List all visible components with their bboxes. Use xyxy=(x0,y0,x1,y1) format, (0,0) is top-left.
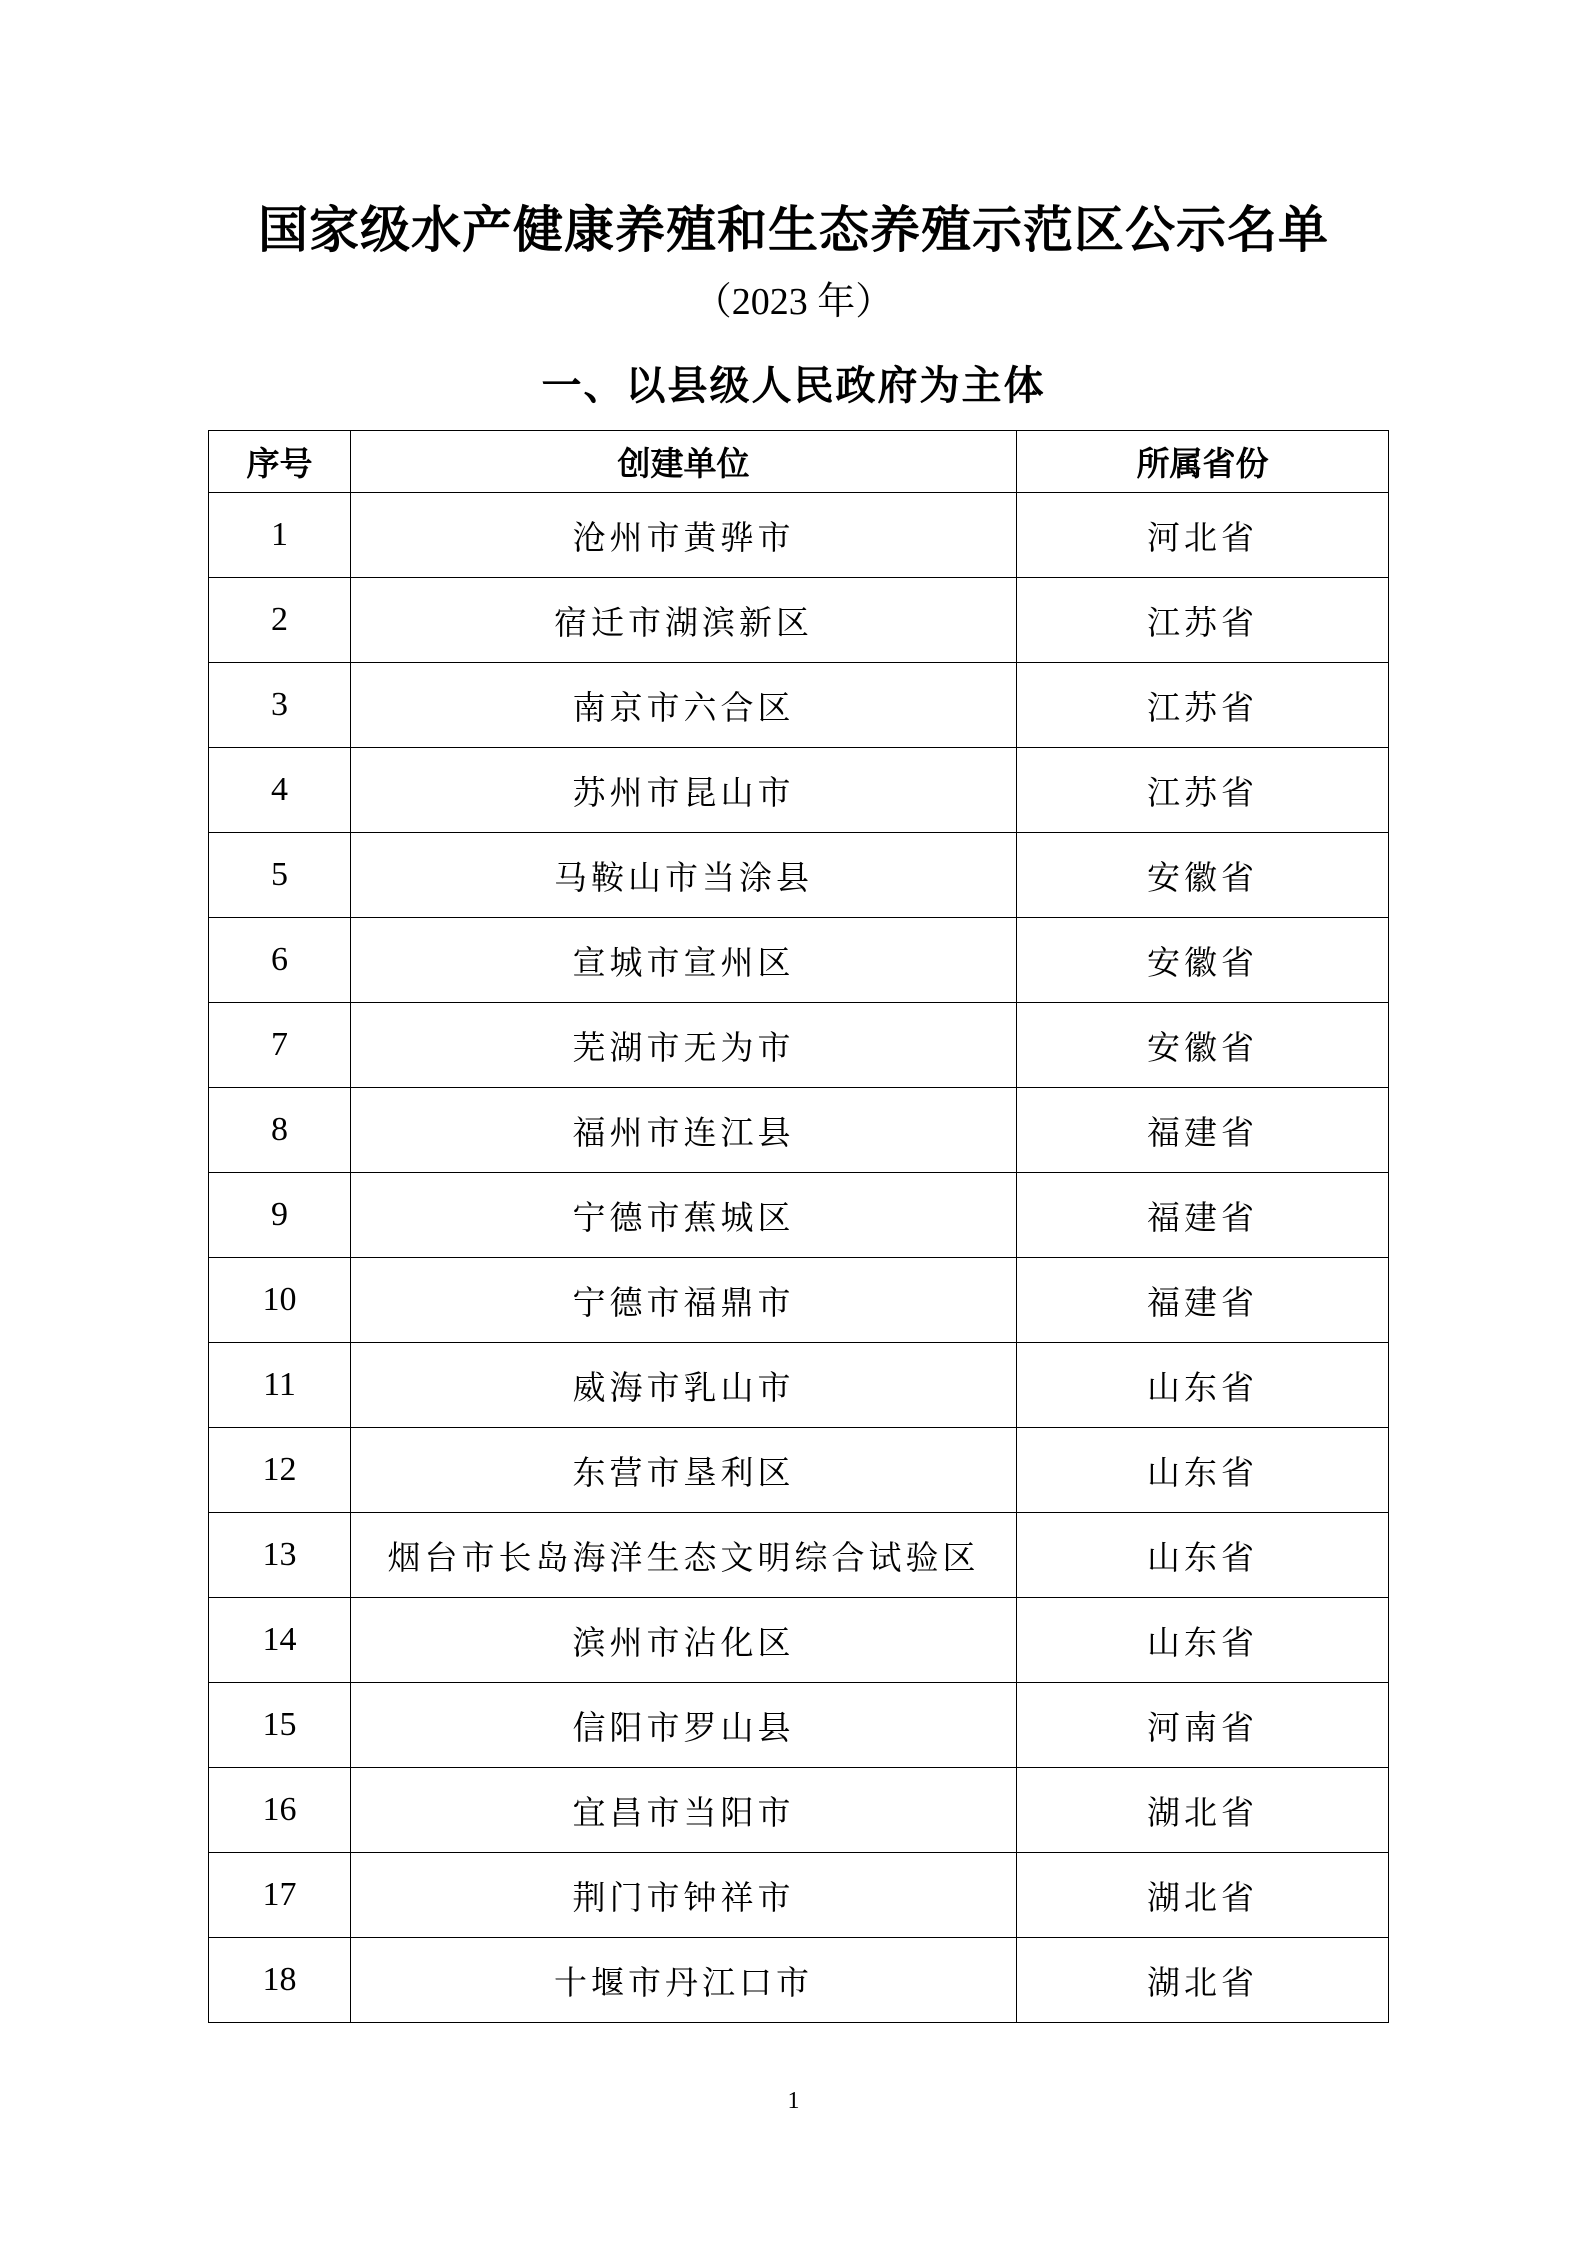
creating-unit: 南京市六合区 xyxy=(351,663,1017,748)
creating-unit: 十堰市丹江口市 xyxy=(351,1938,1017,2023)
creating-unit: 宜昌市当阳市 xyxy=(351,1768,1017,1853)
creating-unit: 滨州市沾化区 xyxy=(351,1598,1017,1683)
document-year: （2023 年） xyxy=(693,281,894,323)
province: 安徽省 xyxy=(1017,833,1389,918)
header-serial-number: 序号 xyxy=(209,431,351,493)
serial-number: 1 xyxy=(209,493,351,578)
table-header-row xyxy=(209,431,1389,493)
table-row xyxy=(209,493,1389,578)
table-row xyxy=(209,748,1389,833)
province: 河北省 xyxy=(1017,493,1389,578)
demonstration-zone-table xyxy=(208,430,1389,2023)
serial-number: 2 xyxy=(209,578,351,663)
table-row xyxy=(209,1088,1389,1173)
province: 山东省 xyxy=(1017,1598,1389,1683)
province: 福建省 xyxy=(1017,1173,1389,1258)
province: 河南省 xyxy=(1017,1683,1389,1768)
serial-number: 18 xyxy=(209,1938,351,2023)
creating-unit: 福州市连江县 xyxy=(351,1088,1017,1173)
serial-number: 13 xyxy=(209,1513,351,1598)
serial-number: 9 xyxy=(209,1173,351,1258)
serial-number: 16 xyxy=(209,1768,351,1853)
table-row xyxy=(209,663,1389,748)
creating-unit: 荆门市钟祥市 xyxy=(351,1853,1017,1938)
province: 山东省 xyxy=(1017,1343,1389,1428)
document-title: 国家级水产健康养殖和生态养殖示范区公示名单 xyxy=(258,200,1329,259)
serial-number: 12 xyxy=(209,1428,351,1513)
serial-number: 14 xyxy=(209,1598,351,1683)
table-row xyxy=(209,1428,1389,1513)
section-title: 一、以县级人民政府为主体 xyxy=(541,363,1046,409)
table-row xyxy=(209,918,1389,1003)
province: 江苏省 xyxy=(1017,748,1389,833)
header-creating-unit: 创建单位 xyxy=(351,431,1017,493)
serial-number: 17 xyxy=(209,1853,351,1938)
serial-number: 15 xyxy=(209,1683,351,1768)
province: 江苏省 xyxy=(1017,578,1389,663)
table-row xyxy=(209,578,1389,663)
creating-unit: 东营市垦利区 xyxy=(351,1428,1017,1513)
province: 江苏省 xyxy=(1017,663,1389,748)
table-row xyxy=(209,1343,1389,1428)
table-row xyxy=(209,1598,1389,1683)
province: 安徽省 xyxy=(1017,1003,1389,1088)
serial-number: 8 xyxy=(209,1088,351,1173)
creating-unit: 威海市乳山市 xyxy=(351,1343,1017,1428)
creating-unit: 宣城市宣州区 xyxy=(351,918,1017,1003)
creating-unit: 苏州市昆山市 xyxy=(351,748,1017,833)
serial-number: 7 xyxy=(209,1003,351,1088)
province: 安徽省 xyxy=(1017,918,1389,1003)
province: 湖北省 xyxy=(1017,1853,1389,1938)
creating-unit: 宁德市福鼎市 xyxy=(351,1258,1017,1343)
province: 湖北省 xyxy=(1017,1938,1389,2023)
serial-number: 11 xyxy=(209,1343,351,1428)
creating-unit: 沧州市黄骅市 xyxy=(351,493,1017,578)
serial-number: 5 xyxy=(209,833,351,918)
table-row xyxy=(209,1173,1389,1258)
creating-unit: 马鞍山市当涂县 xyxy=(351,833,1017,918)
table-row xyxy=(209,1768,1389,1853)
table-row xyxy=(209,1683,1389,1768)
table-row xyxy=(209,1853,1389,1938)
province: 山东省 xyxy=(1017,1428,1389,1513)
province: 福建省 xyxy=(1017,1088,1389,1173)
serial-number: 3 xyxy=(209,663,351,748)
province: 湖北省 xyxy=(1017,1768,1389,1853)
creating-unit: 烟台市长岛海洋生态文明综合试验区 xyxy=(351,1513,1017,1598)
table-row xyxy=(209,1258,1389,1343)
table-row xyxy=(209,833,1389,918)
table-row xyxy=(209,1003,1389,1088)
creating-unit: 信阳市罗山县 xyxy=(351,1683,1017,1768)
creating-unit: 宁德市蕉城区 xyxy=(351,1173,1017,1258)
table-row xyxy=(209,1938,1389,2023)
header-province: 所属省份 xyxy=(1017,431,1389,493)
table-row xyxy=(209,1513,1389,1598)
serial-number: 6 xyxy=(209,918,351,1003)
page-number: 1 xyxy=(787,2088,800,2114)
province: 福建省 xyxy=(1017,1258,1389,1343)
serial-number: 4 xyxy=(209,748,351,833)
serial-number: 10 xyxy=(209,1258,351,1343)
province: 山东省 xyxy=(1017,1513,1389,1598)
creating-unit: 宿迁市湖滨新区 xyxy=(351,578,1017,663)
creating-unit: 芜湖市无为市 xyxy=(351,1003,1017,1088)
